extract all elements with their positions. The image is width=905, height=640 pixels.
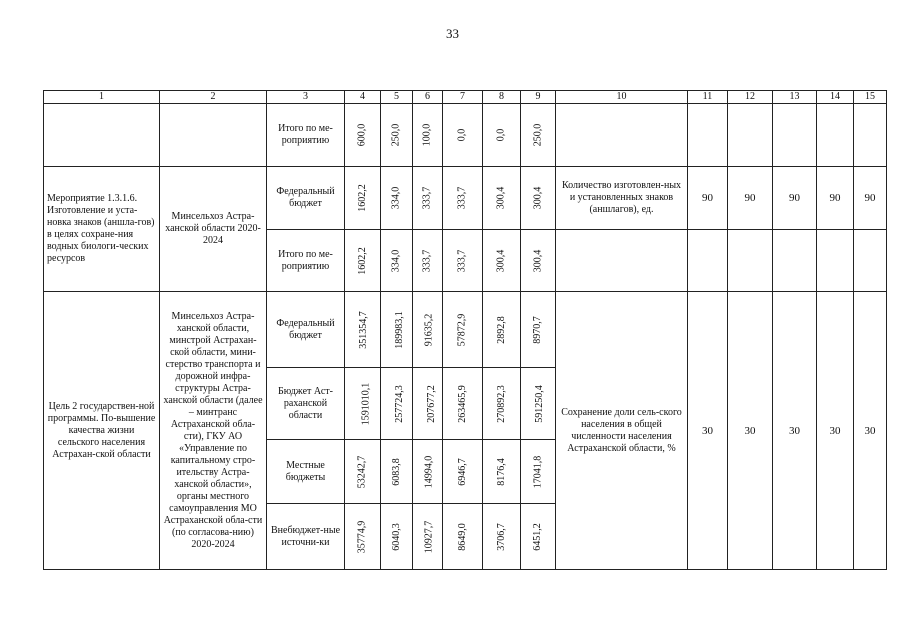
value-cell: 333,7 (413, 167, 443, 230)
indicator-name: Количество изготовлен-ных и установленных знаков (аншлагов), ед. (556, 167, 688, 230)
header-cell: 1 (44, 91, 160, 104)
header-cell: 8 (483, 91, 521, 104)
value-cell: 300,4 (521, 230, 556, 292)
empty-cell (817, 230, 854, 292)
funding-source: Федеральный бюджет (267, 292, 345, 368)
empty-cell (854, 230, 887, 292)
empty-cell (688, 230, 728, 292)
value-cell: 100,0 (413, 104, 443, 167)
header-cell: 3 (267, 91, 345, 104)
empty-cell (817, 104, 854, 167)
responsible-executor: Минсельхоз Астра-ханской области 2020-2024 (160, 167, 267, 292)
value-cell: 0,0 (443, 104, 483, 167)
value-cell: 8649,0 (443, 504, 483, 570)
value-cell: 17041,8 (521, 440, 556, 504)
header-cell: 10 (556, 91, 688, 104)
value-cell: 10927,7 (413, 504, 443, 570)
header-cell: 9 (521, 91, 556, 104)
header-cell: 11 (688, 91, 728, 104)
value-cell: 300,4 (483, 167, 521, 230)
empty-cell (556, 230, 688, 292)
header-cell: 14 (817, 91, 854, 104)
empty-cell (44, 104, 160, 167)
target-value: 90 (854, 167, 887, 230)
value-cell: 6040,3 (381, 504, 413, 570)
value-cell: 257724,3 (381, 368, 413, 440)
empty-cell (688, 104, 728, 167)
target-value: 30 (688, 292, 728, 570)
value-cell: 334,0 (381, 230, 413, 292)
header-cell: 12 (728, 91, 773, 104)
empty-cell (854, 104, 887, 167)
value-cell: 207677,2 (413, 368, 443, 440)
target-value: 90 (773, 167, 817, 230)
value-cell: 600,0 (345, 104, 381, 167)
value-cell: 250,0 (381, 104, 413, 167)
indicator-name: Сохранение доли сель-ского населения в общей численности населения Астраханской области, % (556, 292, 688, 570)
value-cell: 35774,9 (345, 504, 381, 570)
header-cell: 4 (345, 91, 381, 104)
value-cell: 1591010,1 (345, 368, 381, 440)
table-row (44, 104, 887, 167)
value-cell: 1602,2 (345, 167, 381, 230)
target-value: 90 (728, 167, 773, 230)
funding-source: Итого по ме-роприятию (267, 104, 345, 167)
funding-source: Федеральный бюджет (267, 167, 345, 230)
value-cell: 6451,2 (521, 504, 556, 570)
empty-cell (728, 104, 773, 167)
value-cell: 53242,7 (345, 440, 381, 504)
value-cell: 2892,8 (483, 292, 521, 368)
value-cell: 8970,7 (521, 292, 556, 368)
value-cell: 0,0 (483, 104, 521, 167)
value-cell: 333,7 (443, 167, 483, 230)
value-cell: 333,7 (443, 230, 483, 292)
empty-cell (773, 230, 817, 292)
value-cell: 591250,4 (521, 368, 556, 440)
header-cell: 5 (381, 91, 413, 104)
empty-cell (556, 104, 688, 167)
empty-cell (160, 104, 267, 167)
value-cell: 189983,1 (381, 292, 413, 368)
value-cell: 334,0 (381, 167, 413, 230)
target-value: 30 (817, 292, 854, 570)
target-value: 90 (817, 167, 854, 230)
value-cell: 333,7 (413, 230, 443, 292)
funding-source: Внебюджет-ные источни-ки (267, 504, 345, 570)
header-cell: 6 (413, 91, 443, 104)
funding-source: Итого по ме-роприятию (267, 230, 345, 292)
header-cell: 13 (773, 91, 817, 104)
goal-name: Цель 2 государствен-ной программы. По-вышение качества жизни сельского населения Астрахан-ской области (44, 292, 160, 570)
value-cell: 6083,8 (381, 440, 413, 504)
value-cell: 300,4 (521, 167, 556, 230)
value-cell: 6946,7 (443, 440, 483, 504)
value-cell: 300,4 (483, 230, 521, 292)
value-cell: 351354,7 (345, 292, 381, 368)
target-value: 30 (773, 292, 817, 570)
value-cell: 250,0 (521, 104, 556, 167)
table-row (44, 167, 887, 230)
header-cell: 15 (854, 91, 887, 104)
value-cell: 1602,2 (345, 230, 381, 292)
value-cell: 91635,2 (413, 292, 443, 368)
value-cell: 57872,9 (443, 292, 483, 368)
budget-table (43, 90, 887, 570)
measure-name: Мероприятие 1.3.1.6. Изготовление и уста-новка знаков (аншла-гов) в целях сохране-ния водных биологи-ческих ресурсов (44, 167, 160, 292)
target-value: 30 (728, 292, 773, 570)
empty-cell (728, 230, 773, 292)
header-cell: 7 (443, 91, 483, 104)
responsible-executor: Минсельхоз Астра-ханской области, минстрой Астрахан-ской области, мини-стерство транспорта и дорожной инфра-структуры Астра-ханской области (далее – минтранс Астраханской обла-сти), ГКУ АО «Управление по капитальному стро-ительству Астра-ханской области», органы местного самоуправления МО Астраханской обла-сти (по согласова-нию) 2020-2024 (160, 292, 267, 570)
funding-source: Местные бюджеты (267, 440, 345, 504)
value-cell: 8176,4 (483, 440, 521, 504)
target-value: 30 (854, 292, 887, 570)
header-cell: 2 (160, 91, 267, 104)
value-cell: 263465,9 (443, 368, 483, 440)
page-number: 33 (446, 26, 459, 41)
target-value: 90 (688, 167, 728, 230)
empty-cell (773, 104, 817, 167)
value-cell: 14994,0 (413, 440, 443, 504)
table-row (44, 292, 887, 368)
header-row (44, 91, 887, 104)
value-cell: 270892,3 (483, 368, 521, 440)
value-cell: 3706,7 (483, 504, 521, 570)
funding-source: Бюджет Аст-раханской области (267, 368, 345, 440)
